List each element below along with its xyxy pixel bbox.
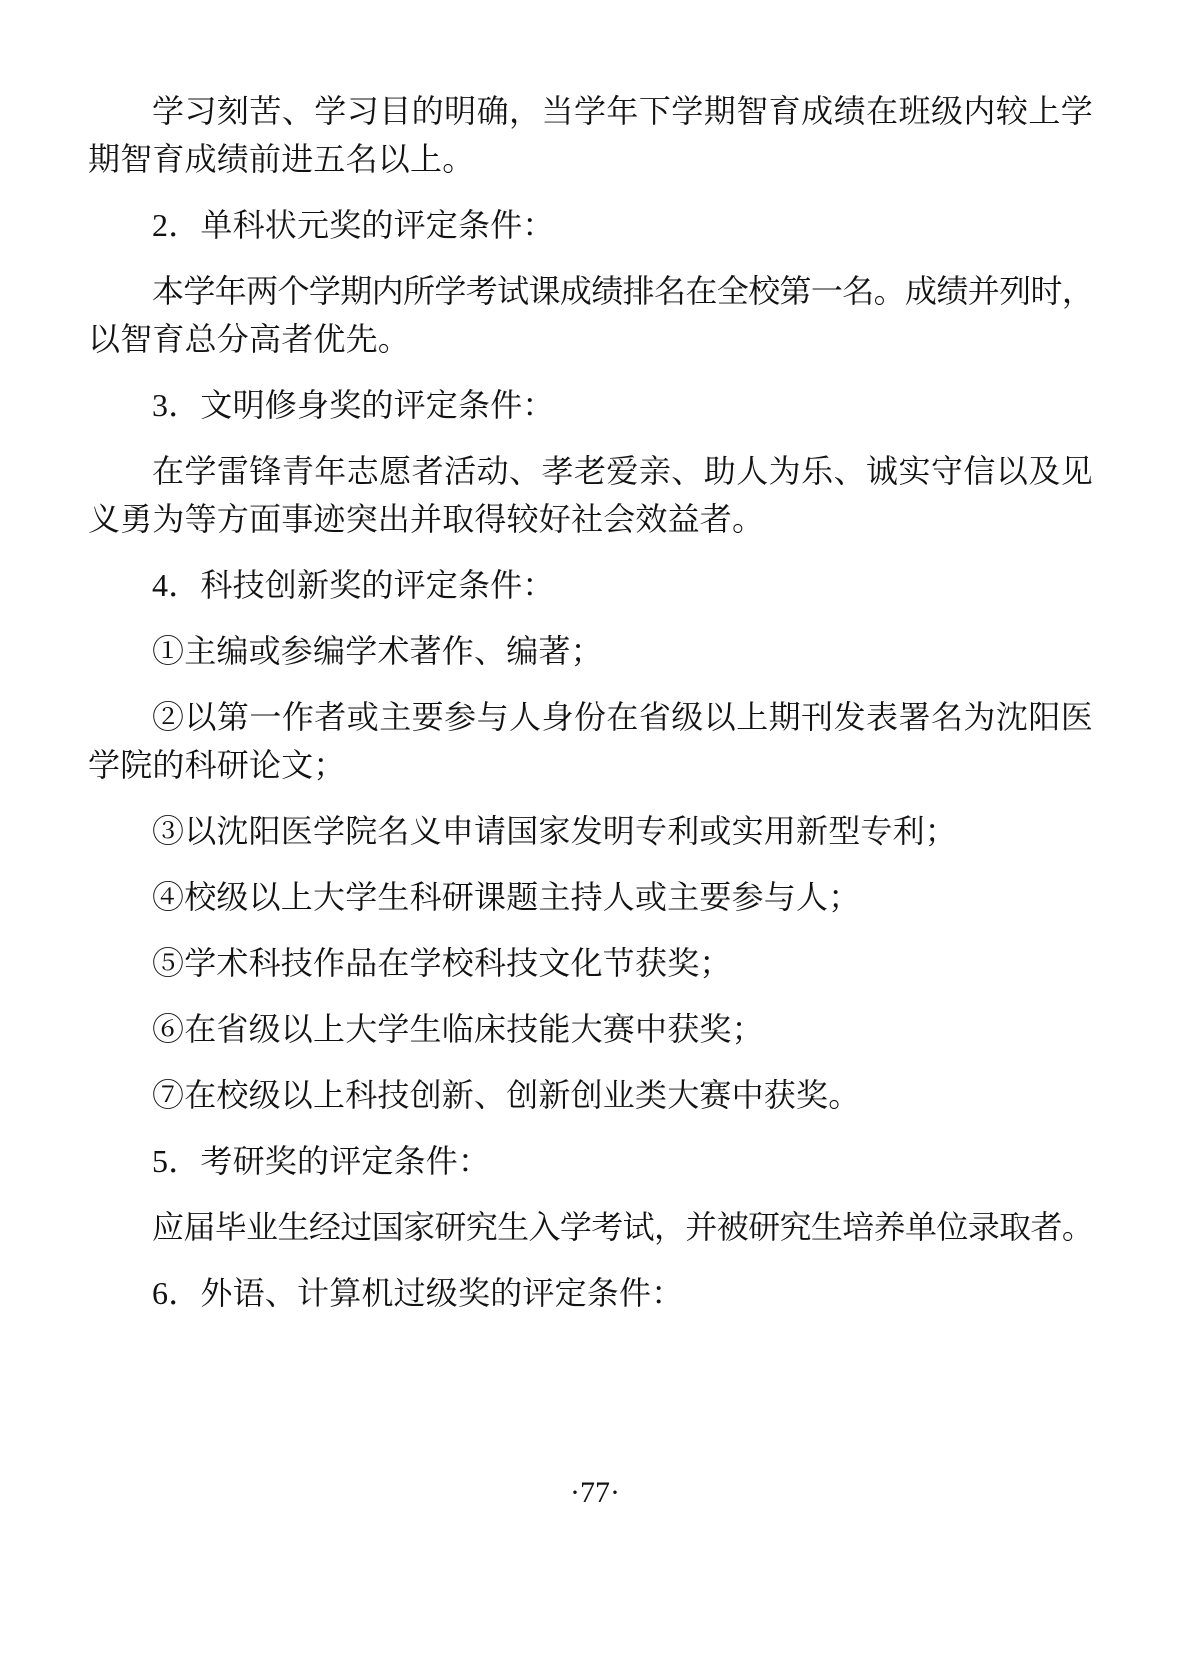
text-line: ⑤学术科技作品在学校科技文化节获奖；: [152, 945, 732, 981]
text-line: ④校级以上大学生科研课题主持人或主要参与人；: [152, 879, 861, 915]
item-heading-6-language-computer-award: [88, 1269, 1093, 1317]
text-line: 6．外语、计算机过级奖的评定条件：: [152, 1275, 684, 1311]
text-line: 本学年两个学期内所学考试课成绩排名在全校第一名。成绩并列时，: [152, 273, 1093, 309]
text-line: 以智育总分高者优先。: [88, 321, 411, 357]
item-heading-4-sci-tech-innovation-award: [88, 561, 1093, 609]
subitem-1-academic-books: [88, 627, 1093, 675]
subitem-3-patents: [88, 807, 1093, 855]
text-line: 4．科技创新奖的评定条件：: [152, 567, 555, 603]
text-line: 学习刻苦、学习目的明确，当学年下学期智育成绩在班级内较上学: [152, 93, 1093, 129]
subitem-7-innovation-contest: [88, 1071, 1093, 1119]
item-heading-2-single-subject-champion: [88, 201, 1093, 249]
text-line: 应届毕业生经过国家研究生入学考试，并被研究生培养单位录取者。: [152, 1209, 1093, 1245]
text-line: 5．考研奖的评定条件：: [152, 1143, 491, 1179]
text-line: 在学雷锋青年志愿者活动、孝老爱亲、助人为乐、诚实守信以及见: [152, 453, 1093, 489]
para-criteria-civility: [88, 447, 1093, 543]
text-line: ⑦在校级以上科技创新、创新创业类大赛中获奖。: [152, 1077, 861, 1113]
text-line: 期智育成绩前进五名以上。: [88, 141, 475, 177]
subitem-2-research-papers: [88, 693, 1093, 789]
text-line: ③以沈阳医学院名义申请国家发明专利或实用新型专利；: [152, 813, 958, 849]
text-line: ①主编或参编学术著作、编著；: [152, 633, 603, 669]
subitem-5-tech-festival-award: [88, 939, 1093, 987]
para-academic-progress: [88, 87, 1093, 183]
text-line: ②以第一作者或主要参与人身份在省级以上期刊发表署名为沈阳医: [152, 699, 1093, 735]
subitem-6-clinical-skills-contest: [88, 1005, 1093, 1053]
text-line: ⑥在省级以上大学生临床技能大赛中获奖；: [152, 1011, 764, 1047]
para-criteria-single-subject: [88, 267, 1093, 363]
item-heading-3-civility-award: [88, 381, 1093, 429]
page-number: ·77·: [570, 1476, 620, 1509]
text-line: 学院的科研论文；: [88, 747, 346, 783]
item-heading-5-postgraduate-award: [88, 1137, 1093, 1185]
document-body: [88, 87, 1093, 1335]
para-criteria-postgraduate: [88, 1203, 1093, 1251]
text-line: 义勇为等方面事迹突出并取得较好社会效益者。: [88, 501, 765, 537]
subitem-4-research-project-lead: [88, 873, 1093, 921]
text-line: 3．文明修身奖的评定条件：: [152, 387, 555, 423]
text-line: 2．单科状元奖的评定条件：: [152, 207, 555, 243]
